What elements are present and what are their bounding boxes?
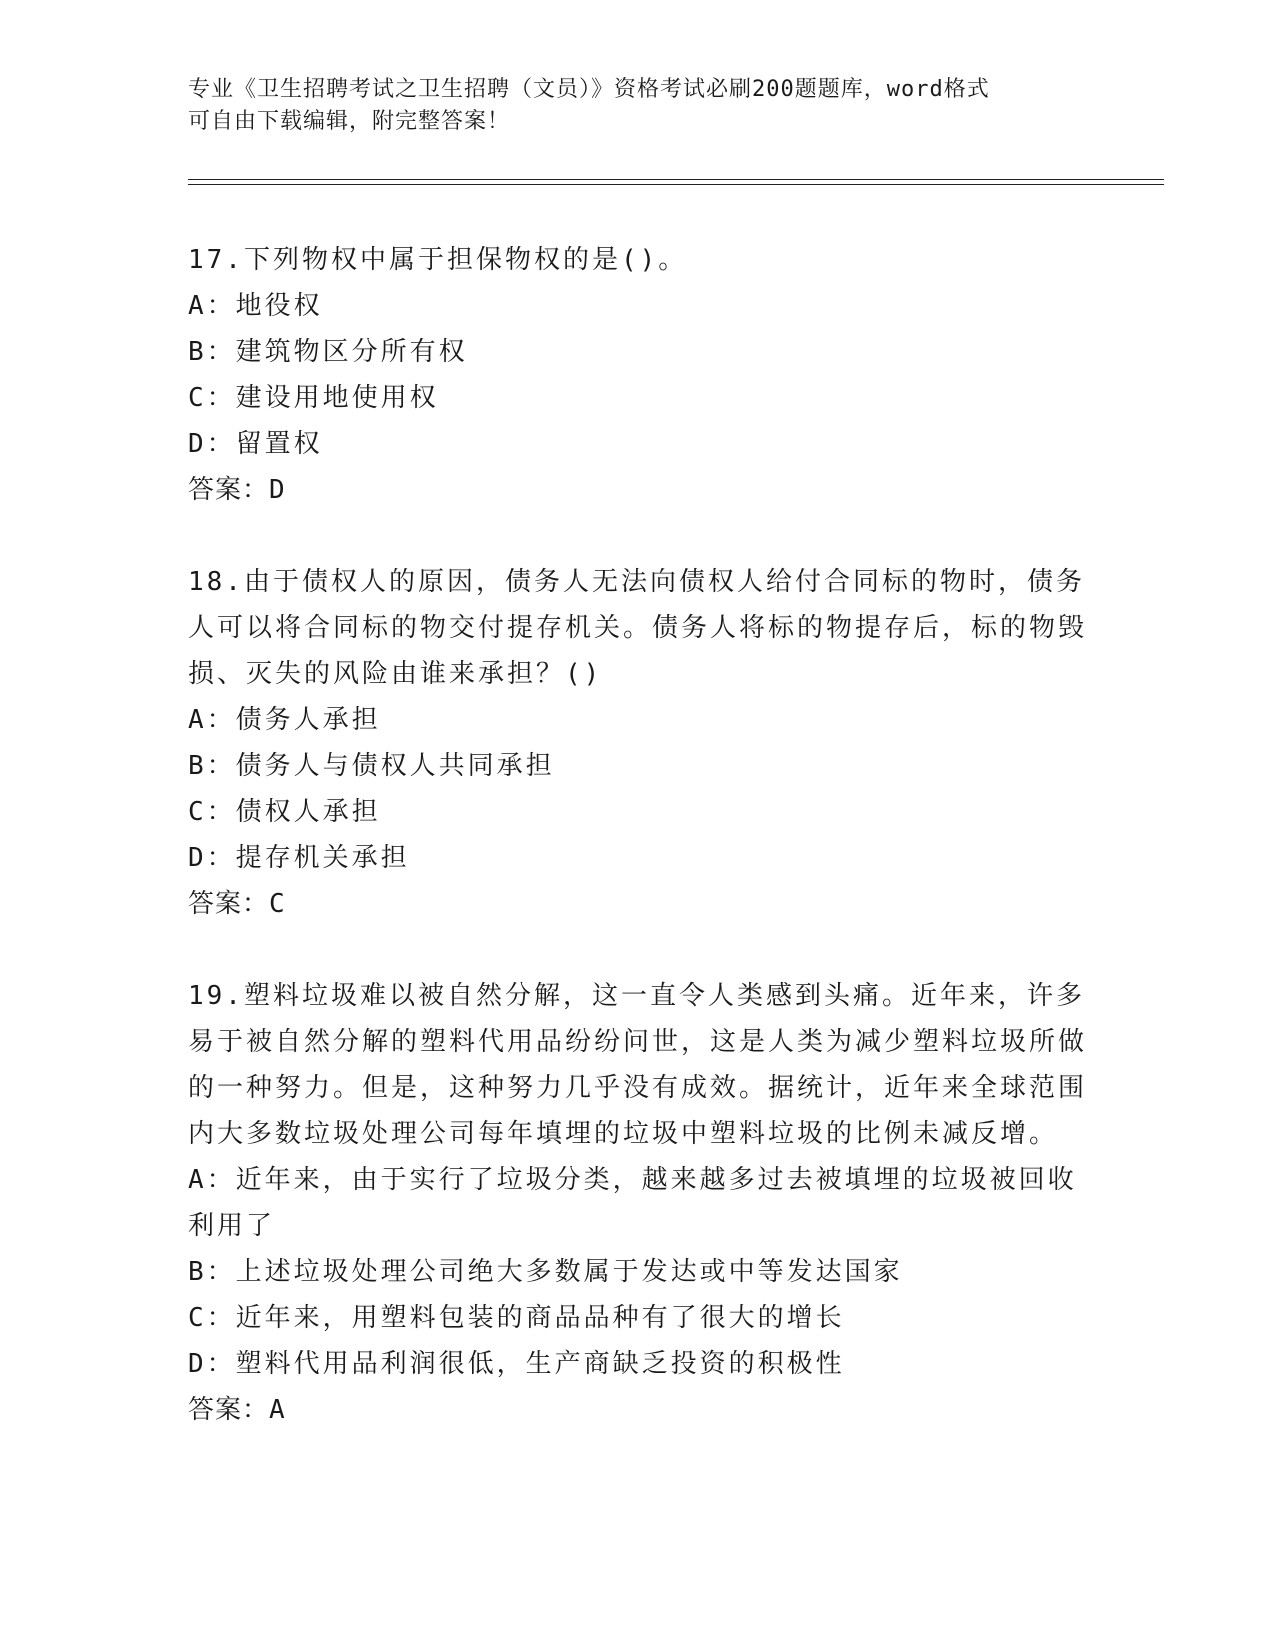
question-17 (188, 237, 1088, 513)
answer (188, 467, 1088, 513)
question-text: 17.下列物权中属于担保物权的是()。 (188, 245, 688, 275)
answer-value: D (269, 475, 286, 505)
question-text: 19.塑料垃圾难以被自然分解，这一直令人类感到头痛。近年来，许多易于被自然分解的塑料代用品纷纷问世，这是人类为减少塑料垃圾所做的一种努力。但是，这种努力几乎没有成效。据统计，近年来全球范围内大多数垃圾处理公司每年填埋的垃圾中塑料垃圾的比例未减反增。 (188, 981, 1088, 1149)
answer-value: C (269, 889, 286, 919)
option-a: A：债务人承担 (188, 705, 381, 735)
option-c: C：建设用地使用权 (188, 383, 439, 413)
answer (188, 881, 1088, 927)
document-header (188, 74, 1088, 138)
option-b: B：建筑物区分所有权 (188, 337, 468, 367)
question-18 (188, 559, 1088, 927)
answer (188, 1387, 1088, 1433)
option-d: D：提存机关承担 (188, 843, 410, 873)
option-b: B：债务人与债权人共同承担 (188, 751, 555, 781)
option-a: A：近年来，由于实行了垃圾分类，越来越多过去被填埋的垃圾被回收利用了 (188, 1165, 1077, 1241)
question-list (188, 237, 1088, 1479)
answer-value: A (269, 1395, 286, 1425)
option-d: D：留置权 (188, 429, 323, 459)
option-a: A：地役权 (188, 291, 323, 321)
header-line-1: 专业《卫生招聘考试之卫生招聘（文员）》资格考试必刷200题题库，word格式 (188, 77, 990, 102)
option-c: C：债权人承担 (188, 797, 381, 827)
option-c: C：近年来，用塑料包装的商品品种有了很大的增长 (188, 1303, 845, 1333)
answer-label: 答案： (188, 1395, 270, 1425)
header-line-2: 可自由下载编辑，附完整答案！ (188, 109, 511, 134)
header-divider-top (188, 179, 1164, 180)
answer-label: 答案： (188, 889, 270, 919)
option-d: D：塑料代用品利润很低，生产商缺乏投资的积极性 (188, 1349, 845, 1379)
question-text: 18.由于债权人的原因，债务人无法向债权人给付合同标的物时，债务人可以将合同标的物交付提存机关。债务人将标的物提存后，标的物毁损、灭失的风险由谁来承担？() (188, 567, 1088, 689)
header-divider-bottom (188, 184, 1164, 185)
question-19 (188, 973, 1088, 1433)
answer-label: 答案： (188, 475, 270, 505)
option-b: B：上述垃圾处理公司绝大多数属于发达或中等发达国家 (188, 1257, 903, 1287)
